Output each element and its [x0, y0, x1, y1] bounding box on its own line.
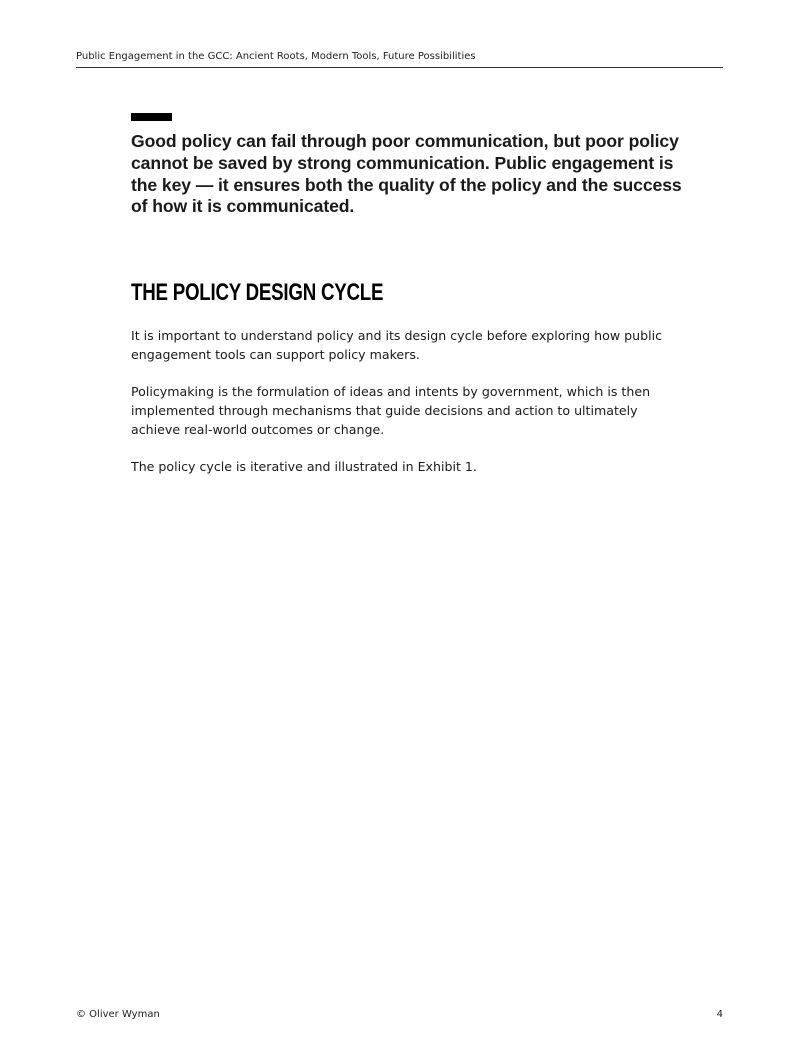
page-number: 4: [716, 1009, 723, 1020]
footer-copyright: © Oliver Wyman: [76, 1009, 160, 1020]
body-paragraph: It is important to understand policy and its design cycle before exploring how public engagement tools can support policy makers.: [131, 328, 663, 362]
section-title: THE POLICY DESIGN CYCLE: [131, 279, 384, 306]
running-header: Public Engagement in the GCC: Ancient Roots, Modern Tools, Future Possibilities: [76, 51, 476, 62]
body-paragraph: Policymaking is the formulation of ideas and intents by government, which is then implemented through mechanisms that guide decisions and action to ultimately achieve real-world outcomes or change.: [131, 384, 651, 437]
body-paragraph: The policy cycle is iterative and illustrated in Exhibit 1.: [131, 459, 477, 474]
pull-quote: Good policy can fail through poor communication, but poor policy cannot be saved by strong communication. Public engagement is the key — it ensures both the quality of the policy and the success of how it is communicated.: [131, 131, 682, 217]
quote-accent-bar: [131, 113, 172, 121]
header-rule: [76, 67, 723, 68]
